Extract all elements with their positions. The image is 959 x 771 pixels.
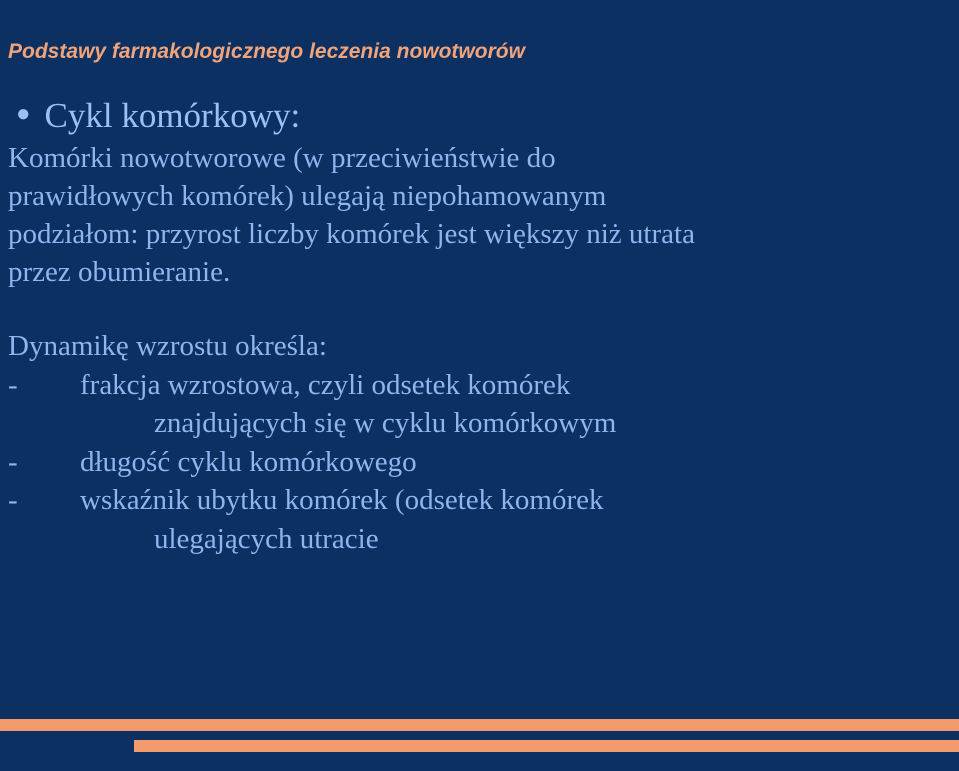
dynamics-intro-row: [8, 327, 938, 366]
bullet-heading-text: Cykl komórkowy:: [44, 96, 301, 135]
list-item-continuation: ulegających utracie: [154, 522, 379, 555]
list-item-continuation-row: [8, 520, 938, 559]
slide-title: Podstawy farmakologicznego leczenia nowotworów: [8, 40, 525, 63]
bullet-heading: [16, 96, 300, 136]
paragraph-line: przez obumieranie.: [8, 256, 231, 288]
list-item-continuation-row: [8, 404, 938, 443]
list-item: [8, 366, 938, 405]
list-item-text: wskaźnik ubytku komórek (odsetek komórek: [80, 484, 604, 516]
accent-bar-top: [0, 719, 959, 731]
dynamics-intro: Dynamikę wzrostu określa:: [8, 330, 327, 362]
dynamics-section: [8, 327, 938, 558]
list-item: [8, 481, 938, 520]
paragraph-line: Komórki nowotworowe (w przeciwieństwie do: [8, 142, 556, 174]
accent-bar-bottom: [134, 740, 959, 752]
bullet-dot-icon: ●: [16, 101, 31, 128]
list-item-text: długość cyklu komórkowego: [80, 445, 417, 478]
paragraph-line: prawidłowych komórek) ulegają niepohamowanym: [8, 180, 607, 212]
list-item-text: frakcja wzrostowa, czyli odsetek komórek: [80, 368, 571, 401]
list-dash: -: [8, 368, 18, 401]
list-item-continuation: znajdujących się w cyklu komórkowym: [154, 407, 617, 439]
description-paragraph: [8, 139, 908, 291]
list-dash: -: [8, 445, 18, 478]
paragraph-line: podziałom: przyrost liczby komórek jest większy niż utrata: [8, 218, 695, 250]
list-dash: -: [8, 484, 18, 516]
list-item: [8, 443, 938, 482]
